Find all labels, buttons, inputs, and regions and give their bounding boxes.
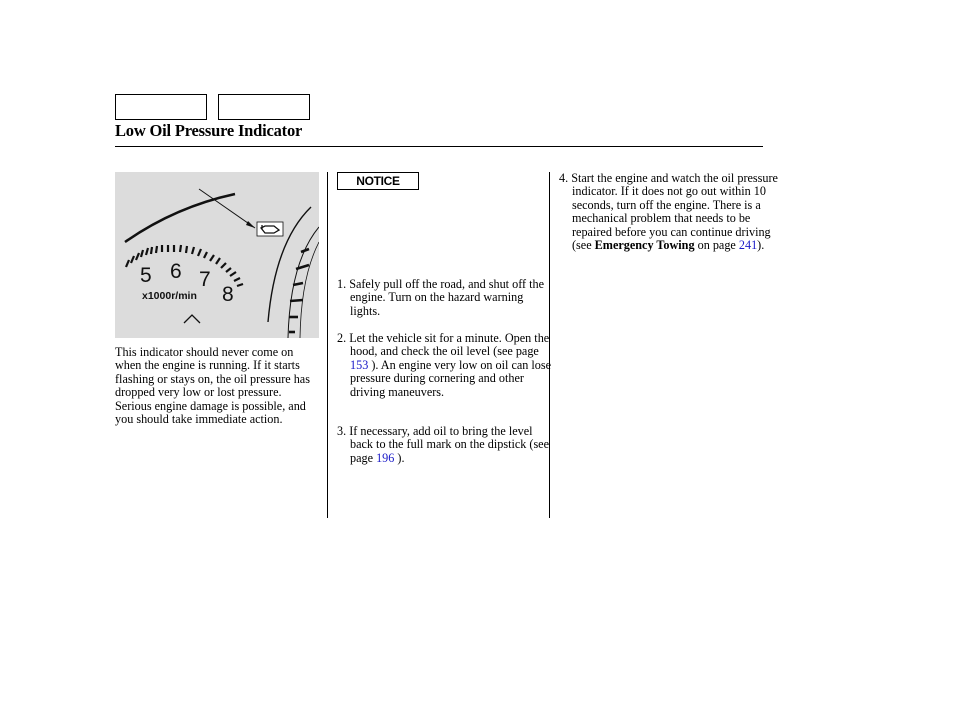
gauge-number: 6: [170, 260, 182, 283]
step-text: Safely pull off the road, and shut off the engine. Turn on the hazard warning lights.: [349, 277, 545, 318]
nav-button-previous[interactable]: [115, 94, 207, 120]
oil-can-icon: [257, 222, 283, 236]
step-text: Let the vehicle sit for a minute. Open the hood, and check the oil level (see page: [349, 331, 550, 359]
column-divider: [327, 172, 328, 518]
page-link-241[interactable]: 241: [738, 238, 758, 253]
step-number: 4.: [559, 171, 569, 185]
intro-paragraph: This indicator should never come on when the engine is running. If it starts flashing or stays on, the oil pressure has dropped very low or lost pressure. Serious engine damage is possible, and you should take immediate action.: [115, 345, 310, 427]
emergency-towing-term: Emergency Towing: [594, 238, 695, 253]
gauge-number: 7: [199, 268, 211, 291]
gauge-number: 5: [140, 264, 152, 287]
step-item: [337, 425, 556, 465]
step-item: [337, 332, 556, 399]
title-rule: [115, 146, 763, 147]
step-text: ). An engine very low on oil can lose pressure during cornering and other driving maneuvers.: [350, 357, 552, 399]
step-item: [337, 278, 556, 318]
page-link-153[interactable]: 153: [350, 357, 369, 372]
step-number: 3.: [337, 424, 347, 438]
step-text: ).: [397, 450, 405, 465]
step-text: on page: [697, 238, 736, 253]
step-number: 2.: [337, 331, 347, 345]
page-link-196[interactable]: 196: [376, 450, 395, 465]
notice-label: NOTICE: [337, 172, 419, 190]
step-text: Start the engine and watch the oil pressure indicator. If it does not go out within 10 seconds, turn off the engine. There is a mechanical problem that needs to be repaired before you can continue driving (see: [571, 171, 778, 253]
tachometer-illustration: [115, 172, 319, 338]
step-number: 1.: [337, 277, 347, 291]
gauge-outer-arc: [125, 194, 235, 242]
nav-button-next[interactable]: [218, 94, 310, 120]
gauge-number: 8: [222, 283, 234, 306]
chevron-up-icon: [184, 315, 200, 323]
page-title: Low Oil Pressure Indicator: [115, 121, 303, 140]
step-item: [559, 172, 778, 252]
gauge-unit-label: x1000r/min: [142, 290, 197, 302]
step-text: If necessary, add oil to bring the level back to the full mark on the dipstick (see page: [349, 424, 550, 465]
speedometer-ticks: [289, 249, 309, 332]
step-text: ).: [757, 238, 765, 253]
